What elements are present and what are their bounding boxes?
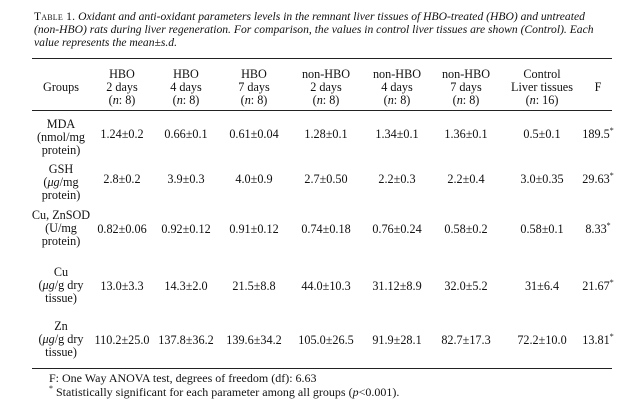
table-cell: 0.82±0.06 xyxy=(97,222,147,236)
header-f: F xyxy=(594,80,602,94)
table-cell: 1.24±0.2 xyxy=(100,127,144,141)
header-col-4-line1: non-HBO xyxy=(301,67,351,81)
row-1-param-unit2: protein) xyxy=(41,143,81,157)
table-caption xyxy=(34,10,612,49)
header-col-6-line1: non-HBO xyxy=(441,67,491,81)
table-cell: 2.8±0.2 xyxy=(103,172,141,186)
table-cell: 72.2±10.0 xyxy=(517,333,567,347)
row-5-f-value xyxy=(576,334,620,348)
footnote-p: p xyxy=(352,385,359,399)
header-col-1-line2: 2 days xyxy=(106,80,138,94)
header-col-5-line2: 4 days xyxy=(381,80,413,94)
row-3-f-value xyxy=(576,223,620,237)
header-groups: Groups xyxy=(43,80,79,94)
footnote-sig-symbol: * xyxy=(49,384,53,393)
row-4-param-name: Cu xyxy=(53,265,69,279)
f-number: 29.63 xyxy=(582,172,610,186)
table-cell: 21.5±8.8 xyxy=(232,279,276,293)
table-cell: 0.66±0.1 xyxy=(164,127,208,141)
table-cell: 2.7±0.50 xyxy=(304,172,348,186)
f-number: 13.81 xyxy=(582,333,610,347)
table-cell: 44.0±10.3 xyxy=(301,279,351,293)
significance-mark: * xyxy=(606,221,611,230)
significance-mark: * xyxy=(609,332,614,341)
row-1-f-value xyxy=(576,128,620,142)
header-n-italic: n xyxy=(456,93,463,107)
footnote-significance xyxy=(49,385,399,399)
f-number: 8.33 xyxy=(585,222,607,236)
unit-italic: μg xyxy=(42,278,55,292)
row-4-f-value xyxy=(576,280,620,294)
table-cell: 105.0±26.5 xyxy=(298,333,354,347)
header-col-6-line2: 7 days xyxy=(450,80,482,94)
table-cell: 1.34±0.1 xyxy=(375,127,419,141)
table-cell: 31±6.4 xyxy=(524,279,560,293)
row-3-param-name: Cu, ZnSOD xyxy=(31,208,91,222)
header-col-1-n: (n: 8) xyxy=(108,93,136,107)
table-cell: 0.5±0.1 xyxy=(523,127,561,141)
table-cell: 0.61±0.04 xyxy=(229,127,279,141)
table-cell: 1.36±0.1 xyxy=(444,127,488,141)
table-cell: 4.0±0.9 xyxy=(235,172,273,186)
row-5-param-unit2: tissue) xyxy=(45,345,77,359)
table-cell: 91.9±28.1 xyxy=(372,333,422,347)
header-col-2-n: (n: 8) xyxy=(172,93,200,107)
header-col-2-line1: HBO xyxy=(173,67,199,81)
row-2-param-name: GSH xyxy=(48,162,74,176)
table-cell: 31.12±8.9 xyxy=(372,279,422,293)
header-col-5-line1: non-HBO xyxy=(372,67,422,81)
header-n-italic: n xyxy=(244,93,251,107)
row-4-param-unit2: tissue) xyxy=(45,291,77,305)
table-cell: 0.92±0.12 xyxy=(161,222,211,236)
bottom-rule xyxy=(32,368,612,369)
f-number: 21.67 xyxy=(582,279,610,293)
table-cell: 3.9±0.3 xyxy=(167,172,205,186)
table-cell: 1.28±0.1 xyxy=(304,127,348,141)
table-label: Table 1. xyxy=(34,10,76,23)
footnote-sig-text-b: <0.001). xyxy=(358,385,400,399)
header-col-7-line1: Control xyxy=(523,67,561,81)
header-col-7-line2: Liver tissues xyxy=(511,80,573,94)
footnote-sig-text-a: Statistically significant for each parameter among all groups ( xyxy=(53,385,353,399)
header-col-6-n: (n: 8) xyxy=(452,93,480,107)
footnote-anova: F: One Way ANOVA test, degrees of freedom (df): 6.63 xyxy=(49,371,317,385)
significance-mark: * xyxy=(609,171,614,180)
header-n-italic: n xyxy=(316,93,323,107)
table-cell: 0.58±0.1 xyxy=(520,222,564,236)
header-col-3-line1: HBO xyxy=(241,67,267,81)
unit-italic: μg xyxy=(47,175,60,189)
header-col-4-line2: 2 days xyxy=(310,80,342,94)
table-cell: 13.0±3.3 xyxy=(100,279,144,293)
header-col-3-n: (n: 8) xyxy=(240,93,268,107)
table-cell: 2.2±0.3 xyxy=(378,172,416,186)
unit-italic: μg xyxy=(42,332,55,346)
significance-mark: * xyxy=(609,126,614,135)
header-col-3-line2: 7 days xyxy=(238,80,270,94)
header-n-italic: n xyxy=(112,93,119,107)
row-4-param-unit: (μg/g dry xyxy=(38,278,84,292)
header-col-2-line2: 4 days xyxy=(170,80,202,94)
header-n-italic: n xyxy=(529,93,536,107)
header-col-4-n: (n: 8) xyxy=(312,93,340,107)
row-2-param-unit2: protein) xyxy=(41,188,81,202)
top-rule xyxy=(32,58,612,59)
row-5-param-name: Zn xyxy=(54,319,68,333)
header-n-italic: n xyxy=(176,93,183,107)
row-2-f-value xyxy=(576,173,620,187)
table-cell: 110.2±25.0 xyxy=(94,333,150,347)
caption-text: Oxidant and anti-oxidant parameters levels in the remnant liver tissues of HBO-treated (HBO) and untreated (non-HBO) rats during liver regeneration. For comparison, the values in control liver tissues are shown (Control). Each value represents the mean±s.d. xyxy=(34,10,594,49)
table-cell: 82.7±17.3 xyxy=(441,333,491,347)
row-5-param-unit: (μg/g dry xyxy=(38,332,84,346)
table-cell: 0.58±0.2 xyxy=(444,222,488,236)
table-cell: 32.0±5.2 xyxy=(444,279,488,293)
significance-mark: * xyxy=(609,278,614,287)
table-cell: 139.6±34.2 xyxy=(226,333,282,347)
header-col-5-n: (n: 8) xyxy=(383,93,411,107)
table-cell: 0.76±0.24 xyxy=(372,222,422,236)
row-2-param-unit: (μg/mg xyxy=(43,175,79,189)
row-1-param-name: MDA xyxy=(46,117,76,131)
header-rule xyxy=(32,110,612,111)
header-col-7-n: (n: 16) xyxy=(525,93,559,107)
row-3-param-unit: (U/mg xyxy=(45,221,77,235)
table-cell: 3.0±0.35 xyxy=(520,172,564,186)
f-number: 189.5 xyxy=(582,127,610,141)
table-cell: 0.91±0.12 xyxy=(229,222,279,236)
row-1-param-unit: (nmol/mg xyxy=(36,130,86,144)
row-3-param-unit2: protein) xyxy=(41,234,81,248)
header-n-italic: n xyxy=(387,93,394,107)
table-cell: 2.2±0.4 xyxy=(447,172,485,186)
table-cell: 137.8±36.2 xyxy=(158,333,214,347)
header-col-1-line1: HBO xyxy=(109,67,135,81)
table-cell: 14.3±2.0 xyxy=(164,279,208,293)
table-cell: 0.74±0.18 xyxy=(301,222,351,236)
